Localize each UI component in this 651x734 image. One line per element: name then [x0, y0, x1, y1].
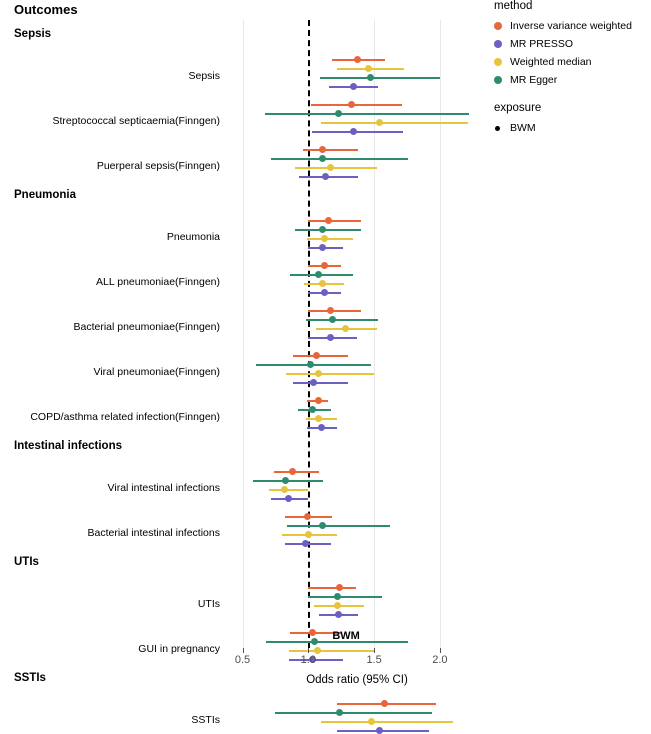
outcome-label: Viral pneumoniae(Finngen) — [93, 365, 220, 378]
legend-shape-dot — [495, 126, 500, 131]
legend-title-method: method — [494, 0, 533, 12]
legend-exposure-items — [492, 120, 651, 136]
legend-item-label: Weighted median — [510, 56, 592, 68]
point-estimate-marker — [311, 638, 318, 645]
confidence-interval-line — [308, 310, 361, 312]
point-estimate-marker — [335, 611, 342, 618]
point-estimate-marker — [354, 56, 361, 63]
confidence-interval-line — [306, 319, 378, 321]
legend-item-label: MR Egger — [510, 74, 558, 86]
confidence-interval-line — [308, 220, 361, 222]
confidence-interval-line — [265, 113, 469, 115]
confidence-interval-line — [308, 596, 382, 598]
outcome-label: GUI in pregnancy — [138, 642, 220, 655]
group-label: Sepsis — [14, 28, 52, 40]
group-label: SSTIs — [14, 672, 46, 684]
point-estimate-marker — [313, 352, 320, 359]
gridline — [243, 20, 244, 648]
confidence-interval-line — [269, 489, 308, 491]
legend-title-exposure: exposure — [494, 102, 542, 114]
exposure-axis-label: BWM — [332, 630, 360, 642]
axis-tick — [243, 648, 244, 653]
legend-item-method[interactable] — [492, 36, 651, 52]
group-label: Pneumonia — [14, 189, 76, 201]
point-estimate-marker — [319, 226, 326, 233]
point-estimate-marker — [321, 262, 328, 269]
legend-item-method[interactable] — [492, 54, 651, 70]
point-estimate-marker — [318, 424, 325, 431]
group-label: Intestinal infections — [14, 440, 122, 452]
point-estimate-marker — [315, 397, 322, 404]
legend-item-method[interactable] — [492, 72, 651, 88]
axis-tick — [440, 648, 441, 653]
point-estimate-marker — [327, 334, 334, 341]
group-label: UTIs — [14, 556, 39, 568]
point-estimate-marker — [310, 379, 317, 386]
confidence-interval-line — [293, 355, 348, 357]
point-estimate-marker — [327, 164, 334, 171]
outcome-label: UTIs — [197, 597, 220, 610]
point-estimate-marker — [381, 700, 388, 707]
point-estimate-marker — [342, 325, 349, 332]
axis-tick-label: 1.0 — [300, 654, 316, 666]
point-estimate-marker — [350, 83, 357, 90]
confidence-interval-line — [307, 238, 353, 240]
point-estimate-marker — [365, 65, 372, 72]
point-estimate-marker — [322, 173, 329, 180]
confidence-interval-line — [320, 77, 440, 79]
point-estimate-marker — [334, 602, 341, 609]
outcome-label: Sepsis — [188, 69, 220, 82]
confidence-interval-line — [312, 131, 403, 133]
legend-item-label: Inverse variance weighted — [510, 20, 632, 32]
legend-item-method[interactable] — [492, 18, 651, 34]
point-estimate-marker — [321, 289, 328, 296]
confidence-interval-line — [295, 167, 377, 169]
confidence-interval-line — [295, 229, 361, 231]
point-estimate-marker — [376, 727, 383, 734]
point-estimate-marker — [319, 155, 326, 162]
confidence-interval-line — [321, 721, 453, 723]
outcome-label: ALL pneumoniae(Finngen) — [96, 275, 220, 288]
point-estimate-marker — [315, 370, 322, 377]
outcome-label: COPD/asthma related infection(Finngen) — [30, 410, 220, 423]
confidence-interval-line — [293, 382, 348, 384]
point-estimate-marker — [335, 110, 342, 117]
point-estimate-marker — [329, 316, 336, 323]
point-estimate-marker — [307, 361, 314, 368]
point-estimate-marker — [368, 718, 375, 725]
point-estimate-marker — [289, 468, 296, 475]
plot-area — [232, 20, 482, 648]
point-estimate-marker — [367, 74, 374, 81]
axis-tick-label: 2.0 — [432, 654, 448, 666]
point-estimate-marker — [319, 280, 326, 287]
point-estimate-marker — [319, 244, 326, 251]
point-estimate-marker — [309, 629, 316, 636]
confidence-interval-line — [337, 730, 429, 732]
point-estimate-marker — [285, 495, 292, 502]
confidence-interval-line — [303, 149, 358, 151]
page-title: Outcomes — [14, 2, 78, 17]
confidence-interval-line — [274, 471, 319, 473]
point-estimate-marker — [327, 307, 334, 314]
point-estimate-marker — [336, 709, 343, 716]
outcome-label: Bacterial pneumoniae(Finngen) — [73, 320, 220, 333]
point-estimate-marker — [348, 101, 355, 108]
legend-method-items — [492, 18, 651, 88]
legend-color-dot — [494, 76, 502, 84]
point-estimate-marker — [319, 146, 326, 153]
confidence-interval-line — [308, 587, 355, 589]
legend-color-dot — [494, 22, 502, 30]
point-estimate-marker — [305, 531, 312, 538]
point-estimate-marker — [376, 119, 383, 126]
confidence-interval-line — [275, 712, 432, 714]
legend-color-dot — [494, 58, 502, 66]
point-estimate-marker — [309, 406, 316, 413]
point-estimate-marker — [319, 522, 326, 529]
point-estimate-marker — [321, 235, 328, 242]
point-estimate-marker — [281, 486, 288, 493]
outcome-label: Pneumonia — [166, 230, 220, 243]
point-estimate-marker — [350, 128, 357, 135]
confidence-interval-line — [287, 525, 390, 527]
legend — [492, 0, 651, 138]
row-label-column — [0, 20, 224, 726]
point-estimate-marker — [315, 415, 322, 422]
axis-tick — [308, 648, 309, 653]
outcome-label: Bacterial intestinal infections — [87, 526, 220, 539]
x-axis-label: Odds ratio (95% CI) — [306, 674, 408, 686]
confidence-interval-line — [289, 650, 375, 652]
legend-item-exposure[interactable] — [492, 120, 651, 136]
axis-tick-label: 0.5 — [234, 654, 251, 666]
confidence-interval-line — [321, 122, 467, 124]
point-estimate-marker — [315, 271, 322, 278]
legend-item-label: BWM — [510, 122, 536, 134]
point-estimate-marker — [282, 477, 289, 484]
point-estimate-marker — [334, 593, 341, 600]
axis-tick-label: 1.5 — [366, 654, 382, 666]
outcome-label: Viral intestinal infections — [107, 481, 220, 494]
confidence-interval-line — [311, 104, 402, 106]
legend-item-label: MR PRESSO — [510, 38, 574, 50]
legend-color-dot — [494, 40, 502, 48]
axis-tick — [374, 648, 375, 653]
point-estimate-marker — [325, 217, 332, 224]
outcome-label: Streptococcal septicaemia(Finngen) — [52, 114, 220, 127]
point-estimate-marker — [304, 513, 311, 520]
outcome-label: SSTIs — [191, 713, 220, 726]
confidence-interval-line — [271, 158, 408, 160]
point-estimate-marker — [336, 584, 343, 591]
outcome-label: Puerperal sepsis(Finngen) — [96, 159, 220, 172]
confidence-interval-line — [286, 373, 374, 375]
